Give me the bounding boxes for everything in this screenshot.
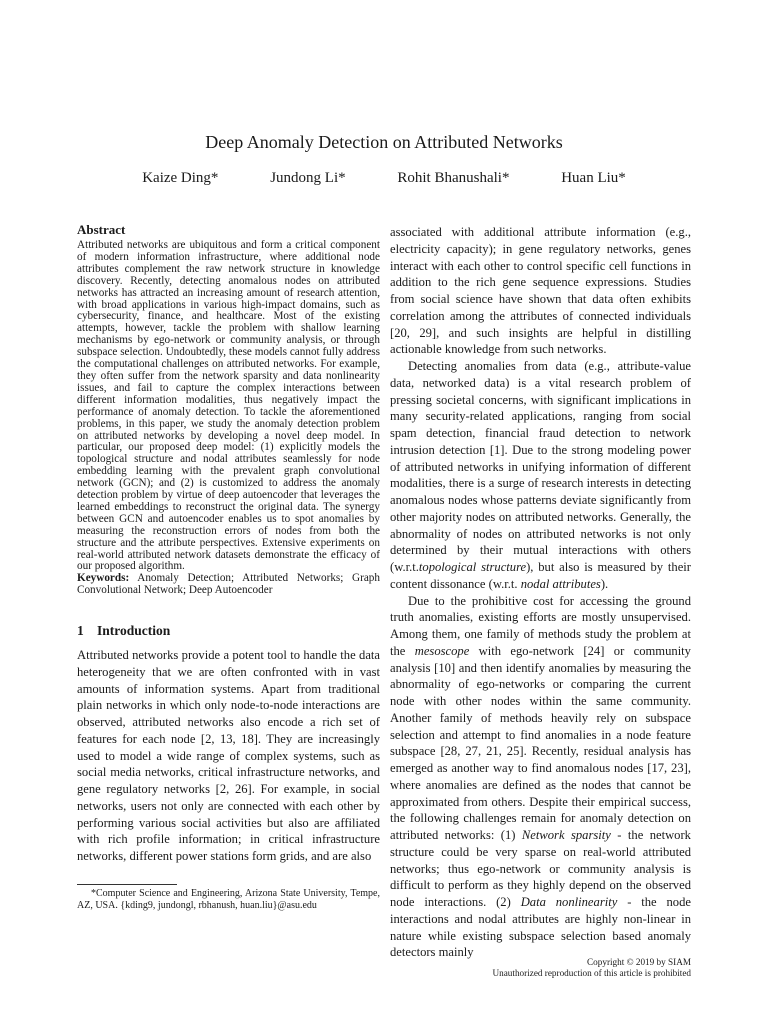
keywords <box>77 573 380 597</box>
intro-paragraph-2 <box>390 358 691 593</box>
paragraph-text: Detecting anomalies from data (e.g., attribute-value data, networked data) is a vital research problem of pressing societal concerns, with significant implications in many security-related applications, ranging from social spam detection, financial fraud detection to network intrusion detection [1]. Due to the strong modeling power of attributed networks in unifying information of different modalities, there is a surge of research interests in detecting anomalous nodes whose patterns deviate significantly from other majority nodes on attributed networks. Generally, the abnormality of nodes on attributed networks is not only determined by their mutual interactions with others (w.r.t. <box>390 359 691 574</box>
reproduction-notice: Unauthorized reproduction of this article is prohibited <box>492 968 691 978</box>
keywords-label: Keywords: <box>77 572 130 585</box>
abstract-heading: Abstract <box>77 222 126 237</box>
section-number: 1 <box>77 623 84 639</box>
author: Kaize Ding* <box>142 170 219 186</box>
affiliation-footnote <box>77 884 380 912</box>
abstract-text: Attributed networks are ubiquitous and form a critical component of modern information infrastructure, where additional node attributes complement the raw network structure in knowledge discovery. Recently, detecting anomalous nodes on attributed networks has attracted an increasing amount of research attention, with broad applications in various high-impact domains, such as cybersecurity, finance, and healthcare. Most of the existing attempts, however, tackle the problem with shallow learning mechanisms by ego-network or community analysis, or through subspace selection. Undoubtedly, these models cannot fully address the computational challenges on attributed networks. For example, they often suffer from the network sparsity and data nonlinearity issues, and fail to capture the complex interactions between different information modalities, thus negatively impact the performance of anomaly detection. To tackle the aforementioned problems, in this paper, we study the anomaly detection problem on attributed networks by developing a novel deep model. In particular, our proposed deep model: (1) explicitly models the topological structure and nodal attributes seamlessly for node embedding learning with the prevalent graph convolutional network (GCN); and (2) is customized to address the anomaly detection problem by virtue of deep autoencoder that leverages the learned embeddings to reconstruct the original data. The synergy between GCN and autoencoder enables us to spot anomalies by measuring the reconstruction errors of nodes from both the structure and the attribute perspectives. Extensive experiments on real-world attributed network datasets demonstrate the efficacy of our proposed algorithm. <box>77 239 380 573</box>
copyright-line: Copyright © 2019 by SIAM <box>587 957 691 967</box>
paragraph-text: Due to the prohibitive cost for accessing the ground truth anomalies, existing efforts are mostly unsupervised. Among them, one family of methods study the problem at the <box>390 593 691 658</box>
footnote-text: *Computer Science and Engineering, Arizona State University, Tempe, AZ, USA. {kding9, jundongl, rbhanush, huan.liu}@asu.edu <box>77 888 380 911</box>
author-list <box>0 170 768 187</box>
copyright-notice <box>390 957 691 979</box>
author: Jundong Li* <box>270 170 346 186</box>
emphasis: topological structure <box>418 560 527 574</box>
emphasis: mesoscope <box>414 643 470 658</box>
right-column <box>390 224 691 961</box>
intro-paragraph-1-continued: associated with additional attribute information (e.g., electricity capacity); in gene regulatory networks, genes interact with each other to control specific cell functions in addition to the rich gene sequence expressions. Studies from social science have shown that data often exhibits correlation among the attributes of connected individuals [20, 29], and such insights are helpful in distilling actionable knowledge from such networks. <box>390 225 691 357</box>
paragraph-text: - the network structure could be very sparse on real-world attributed networks; thus ego-network or community analysis is difficult to perform as they highly depend on the observed node interactions. (2) <box>390 828 691 909</box>
section-heading-introduction <box>77 623 380 639</box>
keywords-text: Anomaly Detection; Attributed Networks; Graph Convolutional Network; Deep Autoencoder <box>77 572 380 597</box>
intro-paragraph-3 <box>390 593 691 962</box>
paper-title: Deep Anomaly Detection on Attributed Networks <box>205 132 563 152</box>
emphasis: nodal attributes <box>520 576 601 591</box>
author: Rohit Bhanushali* <box>397 170 510 186</box>
paragraph-text: ), but also is measured by their content dissonance (w.r.t. <box>390 560 691 591</box>
intro-paragraph-1: Attributed networks provide a potent tool to handle the data heterogeneity that we are often confronted with in vast amounts of information systems. Apart from traditional plain networks in which only node-to-node interactions are observed, attributed networks also encode a rich set of features for each node [2, 13, 18]. They are increasingly used to model a wide range of complex systems, such as social media networks, critical infrastructure networks, and gene regulatory networks [2, 26]. For example, in social networks, users not only are connected with each other by performing various social activities but also are affiliated with rich profile information; in critical infrastructure networks, different power stations form grids, and are also <box>77 648 380 864</box>
paragraph-text: ). <box>600 576 609 591</box>
emphasis: Network sparsity <box>521 828 611 842</box>
emphasis: Data nonlinearity <box>520 895 618 909</box>
footnote-rule <box>77 884 177 885</box>
section-title: Introduction <box>97 623 171 639</box>
paragraph-text: - the node interactions and nodal attributes are highly non-linear in nature while existing subspace selection based anomaly detectors mainly <box>390 895 691 960</box>
paragraph-text: with ego-network [24] or community analysis [10] and then identify anomalies by measuring the abnormality of ego-networks or comparing the current node with other nodes within the same community. Another family of methods heavily rely on subspace selection and attempt to find anomalies in a node feature subspace [28, 27, 21, 25]. Recently, residual analysis has emerged as another way to find anomalous nodes [17, 23], where anomalies are defined as the nodes that cannot be approximated from others. Despite their empirical success, the following challenges remain for anomaly detection on attributed networks: (1) <box>390 643 691 842</box>
left-column <box>77 222 380 865</box>
author: Huan Liu* <box>561 170 626 186</box>
